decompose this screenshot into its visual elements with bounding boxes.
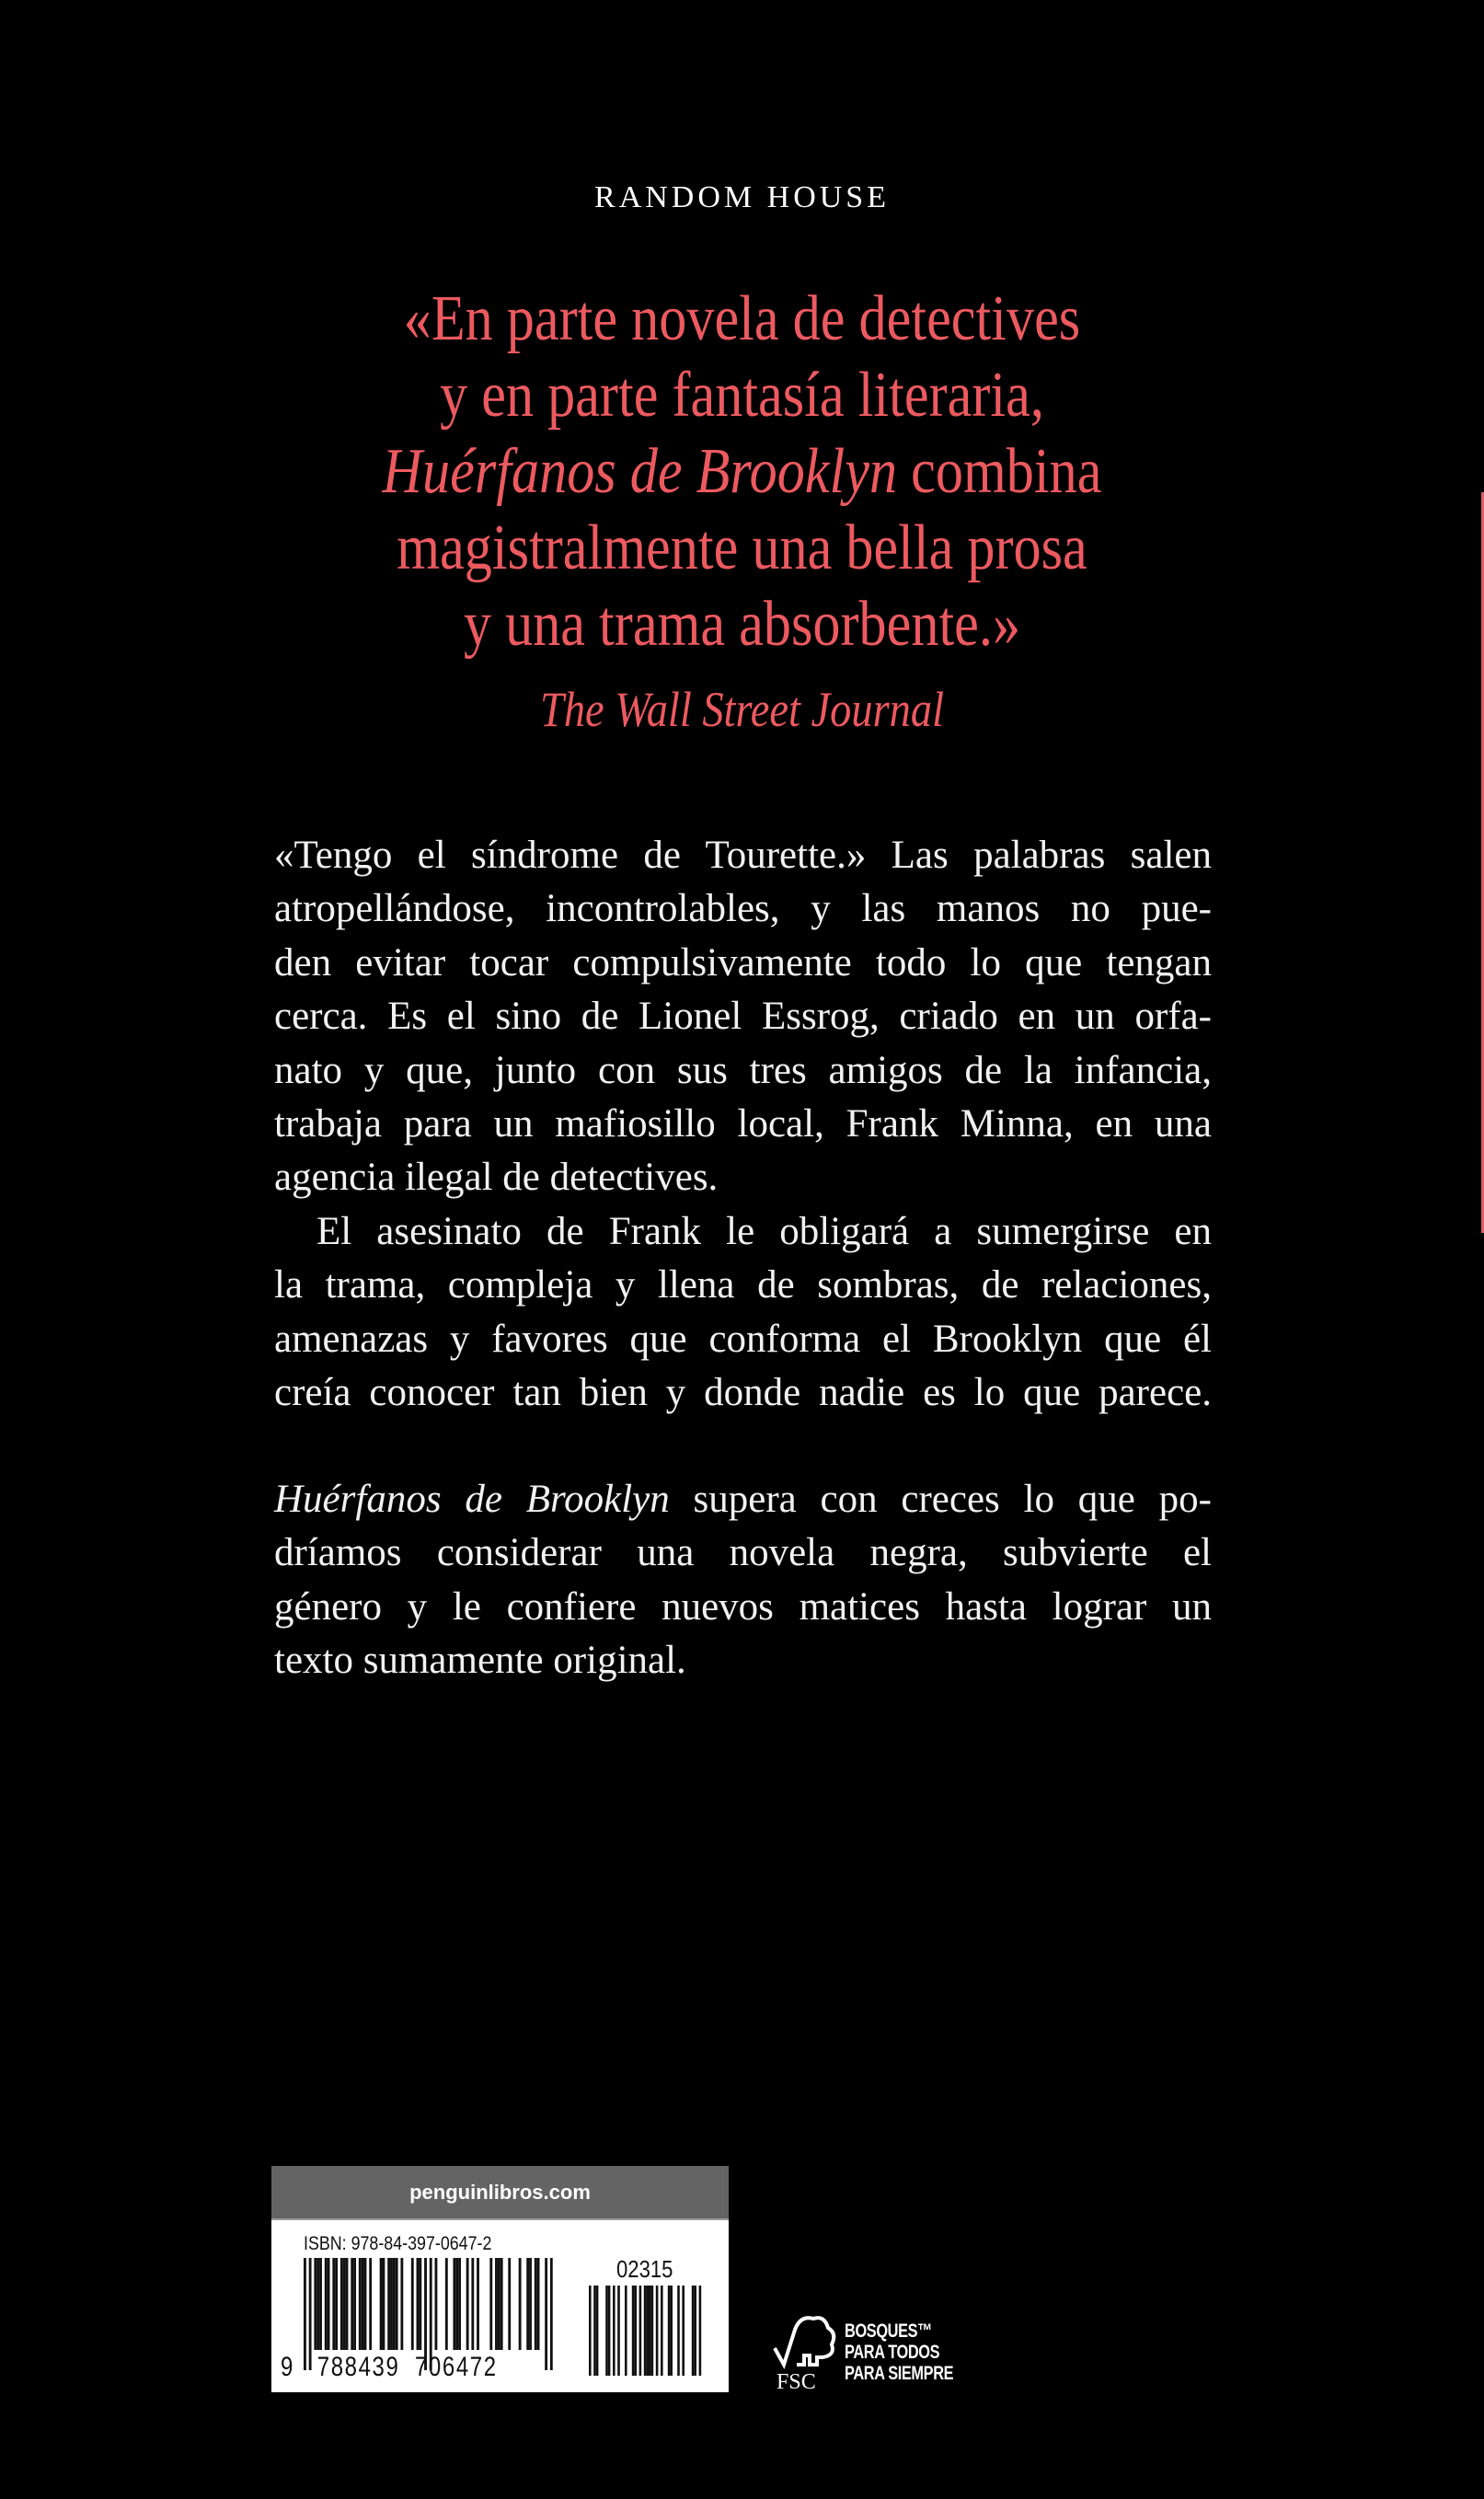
addon-bar <box>593 2286 596 2376</box>
synopsis-paragraph-2 <box>274 1205 1212 1421</box>
text-line: creía conocer tan bien y donde nadie es lo que parece. <box>274 1371 1212 1415</box>
barcode-bar <box>343 2258 346 2350</box>
barcode-bar <box>369 2258 372 2350</box>
fsc-logo <box>771 2311 1010 2396</box>
text-line <box>274 1473 1212 1526</box>
text-line: atropellándose, incontrolables, y las manos no pue- <box>274 887 1212 931</box>
barcode-bar <box>529 2258 532 2350</box>
synopsis-paragraph-3 <box>274 1473 1212 1688</box>
quote-line: magistralmente una bella prosa <box>397 512 1087 583</box>
barcode-bar <box>396 2258 398 2350</box>
barcode-bar <box>319 2258 322 2350</box>
addon-bar <box>656 2286 659 2376</box>
ean-digits <box>281 2352 498 2383</box>
barcode-bar <box>498 2258 500 2350</box>
addon-bar <box>634 2286 637 2376</box>
fsc-slogan <box>845 2320 953 2384</box>
barcode-bar <box>340 2258 343 2350</box>
barcode-bar <box>471 2258 474 2350</box>
addon-bar <box>677 2286 680 2376</box>
barcode-label <box>271 2166 729 2392</box>
barcode-bar <box>332 2258 335 2350</box>
quote-book-title: Huérfanos de Brooklyn <box>382 436 898 507</box>
barcode-bar <box>383 2258 385 2350</box>
text-line-rest: supera con creces lo que po- <box>669 1478 1212 1521</box>
quote-line <box>104 433 1380 510</box>
fsc-label: FSC <box>777 2370 816 2394</box>
addon-bar <box>632 2286 635 2376</box>
barcode-bar <box>419 2258 421 2350</box>
barcode-bar <box>364 2258 367 2350</box>
barcode-bar <box>417 2258 420 2350</box>
addon-bar <box>613 2286 615 2376</box>
barcode-bar <box>411 2258 414 2350</box>
addon-bar <box>605 2286 608 2376</box>
barcode-bar <box>380 2258 383 2350</box>
barcode-bar <box>535 2258 537 2350</box>
barcode-bar <box>351 2258 353 2350</box>
addon-bar <box>608 2286 611 2376</box>
barcode-bar <box>335 2258 338 2350</box>
barcode-bar <box>445 2258 448 2350</box>
barcode-bar <box>466 2258 469 2350</box>
addon-bar <box>682 2286 684 2376</box>
addon-bar <box>646 2286 649 2376</box>
barcode-bar <box>489 2258 492 2350</box>
text-line: El asesinato de Frank le obligará a sumergirse en <box>316 1210 1212 1253</box>
addon-bar <box>649 2286 651 2376</box>
addon-bar <box>617 2286 620 2376</box>
synopsis-paragraph-1 <box>274 829 1212 1205</box>
barcode-bar <box>393 2258 396 2350</box>
ean-first-digit: 9 <box>281 2352 294 2382</box>
fsc-line: PARA TODOS <box>845 2342 940 2363</box>
text-line: la trama, compleja y llena de sombras, de relaciones, <box>274 1263 1212 1307</box>
quote-line-rest: combina <box>897 436 1102 507</box>
barcode-bar <box>328 2258 330 2350</box>
text-line: amenazas y favores que conforma el Brooklyn que él <box>274 1317 1212 1361</box>
addon-bar <box>692 2286 695 2376</box>
text-line: den evitar tocar compulsivamente todo lo que tengan <box>274 940 1212 985</box>
addon-bar <box>661 2286 663 2376</box>
barcode-bar <box>550 2258 553 2370</box>
barcode-bar <box>519 2258 522 2350</box>
ean-right-digits: 706472 <box>414 2352 498 2382</box>
text-line: nato y que, junto con sus tres amigos de la infancia, <box>274 1048 1212 1092</box>
text-line: género y le confiere nuevos matices hasta lograr un <box>274 1584 1212 1629</box>
quote-line: «En parte novela de detectives <box>403 283 1081 354</box>
addon-bar <box>589 2286 592 2376</box>
barcode-bar <box>390 2258 393 2350</box>
barcode-bar <box>495 2258 498 2350</box>
quote-line: y una trama absorbente.» <box>463 589 1021 660</box>
website-url: penguinlibros.com <box>271 2166 729 2220</box>
barcode-bar <box>325 2258 328 2350</box>
addon-bar <box>644 2286 647 2376</box>
barcode-bar <box>314 2258 316 2350</box>
text-line: agencia ilegal de detectives. <box>274 1156 719 1200</box>
text-line: trabaja para un mafiosillo local, Frank Minna, en una <box>274 1101 1212 1146</box>
addon-bar <box>668 2286 671 2376</box>
quote-attribution: The Wall Street Journal <box>539 682 945 737</box>
addon-bar <box>699 2286 702 2376</box>
barcode-bar <box>435 2258 438 2350</box>
barcode-bar <box>362 2258 364 2350</box>
addon-barcode <box>589 2286 718 2376</box>
fsc-tree-icon <box>771 2311 841 2372</box>
barcode-bar <box>526 2258 529 2350</box>
addon-bar <box>625 2286 627 2376</box>
fsc-line: PARA SIEMPRE <box>845 2363 954 2384</box>
addon-bar <box>651 2286 654 2376</box>
fsc-line: BOSQUES™ <box>845 2320 933 2342</box>
quote-line: y en parte fantasía literaria, <box>440 360 1044 431</box>
text-line: dríamos considerar una novela negra, subvierte el <box>274 1531 1212 1575</box>
barcode-bar <box>455 2258 458 2350</box>
barcode-bar <box>346 2258 349 2350</box>
addon-bar <box>670 2286 673 2376</box>
barcode-bar <box>316 2258 319 2350</box>
addon-bar <box>596 2286 599 2376</box>
barcode-bar <box>508 2258 511 2350</box>
barcode-bar <box>453 2258 455 2350</box>
barcode-bar <box>500 2258 503 2350</box>
isbn-text: ISBN: 978-84-397-0647-2 <box>304 2233 492 2254</box>
book-title: Huérfanos de Brooklyn <box>274 1478 670 1521</box>
barcode-bar <box>387 2258 390 2350</box>
barcode-bar <box>537 2258 540 2350</box>
barcode-bar <box>400 2258 403 2350</box>
text-line: «Tengo el síndrome de Tourette.» Las palabras salen <box>274 834 1212 877</box>
text-line: texto sumamente original. <box>274 1639 686 1683</box>
barcode-bar <box>545 2258 547 2370</box>
addon-bar <box>694 2286 696 2376</box>
addon-number: 02315 <box>616 2255 673 2283</box>
addon-bar <box>639 2286 642 2376</box>
publisher-name: RANDOM HOUSE <box>594 180 890 214</box>
text-line: cerca. Es el sino de Lionel Essrog, criado en un orfa- <box>274 995 1212 1039</box>
barcode-bar <box>477 2258 479 2350</box>
barcode-bar <box>353 2258 356 2350</box>
barcode-bar <box>359 2258 362 2350</box>
press-quote <box>0 281 1484 662</box>
barcode-bar <box>458 2258 461 2350</box>
ean-left-digits: 788439 <box>316 2352 400 2382</box>
